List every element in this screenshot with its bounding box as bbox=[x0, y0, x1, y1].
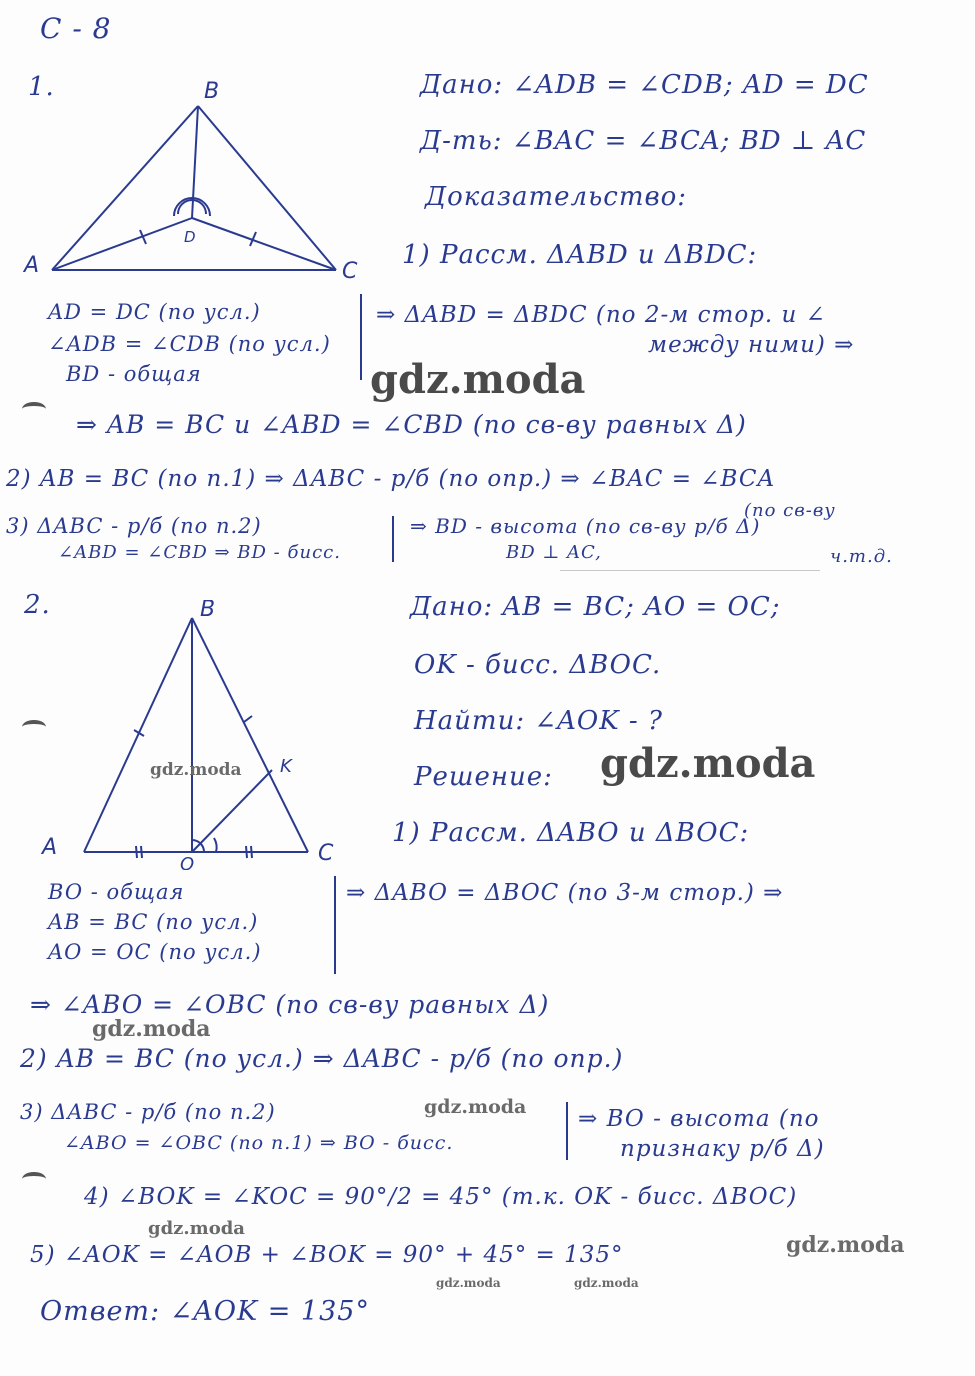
watermark: gdz.moda bbox=[436, 1276, 501, 1290]
p1-given: Дано: ∠ADB = ∠CDB; AD = DC bbox=[420, 70, 869, 100]
watermark: gdz.moda bbox=[786, 1232, 905, 1258]
binder-hole bbox=[22, 402, 46, 416]
p2-conclusion: ⇒ ΔABO = ΔBOC (по 3-м стор.) ⇒ bbox=[346, 880, 784, 906]
p2-given: Дано: AB = BC; AO = OC; bbox=[410, 592, 781, 622]
p1-cond-2: ∠ADB = ∠CDB (по усл.) bbox=[48, 332, 331, 356]
label-K: K bbox=[280, 756, 292, 777]
p1-prove: Д-ть: ∠BAC = ∠BCA; BD ⊥ AC bbox=[420, 126, 867, 156]
binder-hole bbox=[22, 1172, 46, 1186]
watermark: gdz.moda bbox=[424, 1096, 527, 1118]
p1-proof-title: Доказательство: bbox=[425, 182, 688, 212]
triangle-figure-1 bbox=[20, 72, 380, 292]
condition-brace bbox=[392, 516, 394, 562]
label-B: B bbox=[204, 79, 220, 104]
p2-step1: 1) Рассм. ΔABO и ΔBOC: bbox=[392, 818, 750, 848]
p1-conclusion-cont: между ними) ⇒ bbox=[648, 332, 855, 358]
p1-qed: ч.т.д. bbox=[830, 546, 893, 567]
p1-step3-b: ∠ABD = ∠CBD ⇒ BD - бисс. bbox=[58, 542, 341, 563]
label-B: B bbox=[200, 600, 216, 622]
p2-step5: 5) ∠AOK = ∠AOB + ∠BOK = 90° + 45° = 135° bbox=[30, 1242, 624, 1268]
label-O: O bbox=[180, 854, 195, 870]
label-C: C bbox=[342, 259, 358, 284]
ruled-line bbox=[560, 570, 820, 571]
p1-step1: 1) Рассм. ΔABD и ΔBDC: bbox=[402, 240, 758, 270]
p1-step3-a: 3) ΔABC - р/б (по п.2) bbox=[6, 514, 262, 538]
p2-find: Найти: ∠AOK - ? bbox=[414, 706, 663, 736]
p2-step3-c: ⇒ BO - высота (по bbox=[578, 1106, 820, 1132]
p2-step2: 2) AB = BC (по усл.) ⇒ ΔABC - р/б (по опр.) bbox=[20, 1044, 624, 1073]
p2-cond-1: BO - общая bbox=[48, 880, 185, 904]
p1-conclusion: ⇒ ΔABD = ΔBDC (по 2-м стор. и ∠ bbox=[376, 302, 826, 328]
p2-cond-2: AB = BC (по усл.) bbox=[48, 910, 259, 934]
label-A: A bbox=[24, 253, 40, 278]
problem-2-number: 2. bbox=[24, 590, 51, 620]
watermark: gdz.moda bbox=[574, 1276, 639, 1290]
triangle-figure-2 bbox=[40, 600, 360, 870]
condition-brace bbox=[566, 1102, 568, 1160]
p1-step3-d: BD ⊥ AC, bbox=[506, 542, 602, 563]
p2-step3-d: признаку р/б Δ) bbox=[620, 1136, 825, 1162]
p1-step3-c: ⇒ BD - высота (по св-ву р/б Δ) bbox=[410, 514, 761, 538]
p1-step2: 2) AB = BC (по п.1) ⇒ ΔABC - р/б (по опр.) ⇒ ∠BAC = ∠BCA bbox=[6, 466, 776, 492]
p1-cond-3: BD - общая bbox=[66, 362, 202, 386]
p2-answer: Ответ: ∠AOK = 135° bbox=[40, 1296, 370, 1327]
condition-brace bbox=[334, 876, 336, 974]
p1-cond-1: AD = DC (по усл.) bbox=[48, 300, 261, 324]
p1-line2: ⇒ AB = BC и ∠ABD = ∠CBD (по св-ву равных Δ) bbox=[76, 410, 747, 439]
p2-solution-title: Решение: bbox=[414, 762, 553, 792]
page-header: С - 8 bbox=[40, 12, 112, 45]
watermark: gdz.moda bbox=[600, 740, 816, 787]
p2-given-2: OK - бисс. ΔBOC. bbox=[414, 650, 662, 680]
p2-line2: ⇒ ∠ABO = ∠OBC (по св-ву равных Δ) bbox=[30, 990, 550, 1019]
watermark: gdz.moda bbox=[148, 1218, 245, 1239]
p2-step3-a: 3) ΔABC - р/б (по п.2) bbox=[20, 1100, 276, 1124]
watermark: gdz.moda bbox=[370, 356, 586, 403]
p2-cond-3: AO = OC (по усл.) bbox=[48, 940, 262, 964]
problem-1-number: 1. bbox=[28, 72, 55, 102]
p1-step2-note: (по св-ву bbox=[744, 500, 836, 521]
watermark: gdz.moda bbox=[92, 1016, 211, 1042]
label-C: C bbox=[318, 841, 334, 866]
label-A: A bbox=[42, 835, 58, 860]
label-D: D bbox=[184, 228, 196, 246]
p2-step4: 4) ∠BOK = ∠KOC = 90°/2 = 45° (т.к. OK - бисс. ΔBOC) bbox=[84, 1184, 798, 1210]
condition-brace bbox=[360, 294, 362, 380]
p2-step3-b: ∠ABO = ∠OBC (по п.1) ⇒ BO - бисс. bbox=[64, 1132, 454, 1154]
watermark: gdz.moda bbox=[150, 760, 242, 780]
